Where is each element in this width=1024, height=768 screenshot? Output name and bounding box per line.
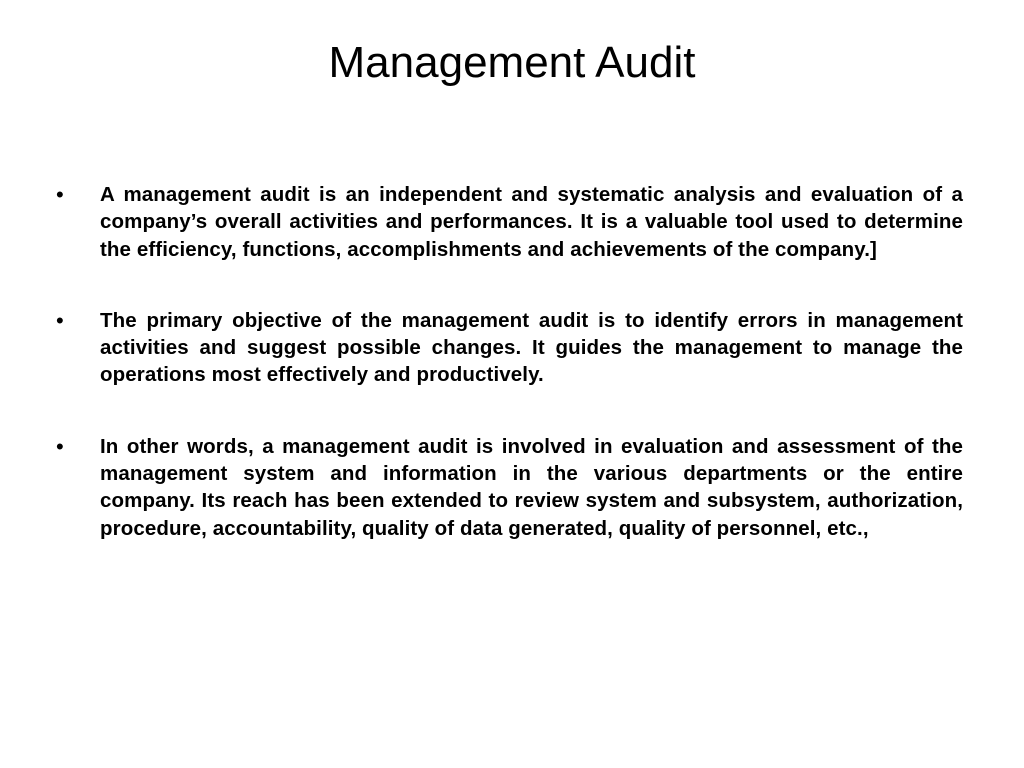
bullet-item <box>56 307 963 389</box>
bullet-icon: • <box>56 433 64 459</box>
bullet-icon: • <box>56 182 64 207</box>
bullet-item <box>56 433 963 542</box>
bullet-text: In other words, a management audit is involved in evaluation and assessment of the management system and information in the various departments or the entire company. Its reach has been extended to review system and subsystem, authorization, procedure, accountability, quality of data generated, quality of personnel, etc., <box>100 434 963 540</box>
bullet-text: The primary objective of the management audit is to identify errors in management activities and suggest possible changes. It guides the management to manage the operations most effectively and productively. <box>100 308 963 387</box>
bullet-text: A management audit is an independent and systematic analysis and evaluation of a company’s overall activities and performances. It is a valuable tool used to determine the efficiency, functions, accomplishments and achievements of the company.] <box>100 183 963 261</box>
bullet-item <box>56 181 963 263</box>
slide-title: Management Audit <box>328 38 696 87</box>
bullet-icon: • <box>56 307 64 333</box>
bullet-list <box>56 181 963 586</box>
